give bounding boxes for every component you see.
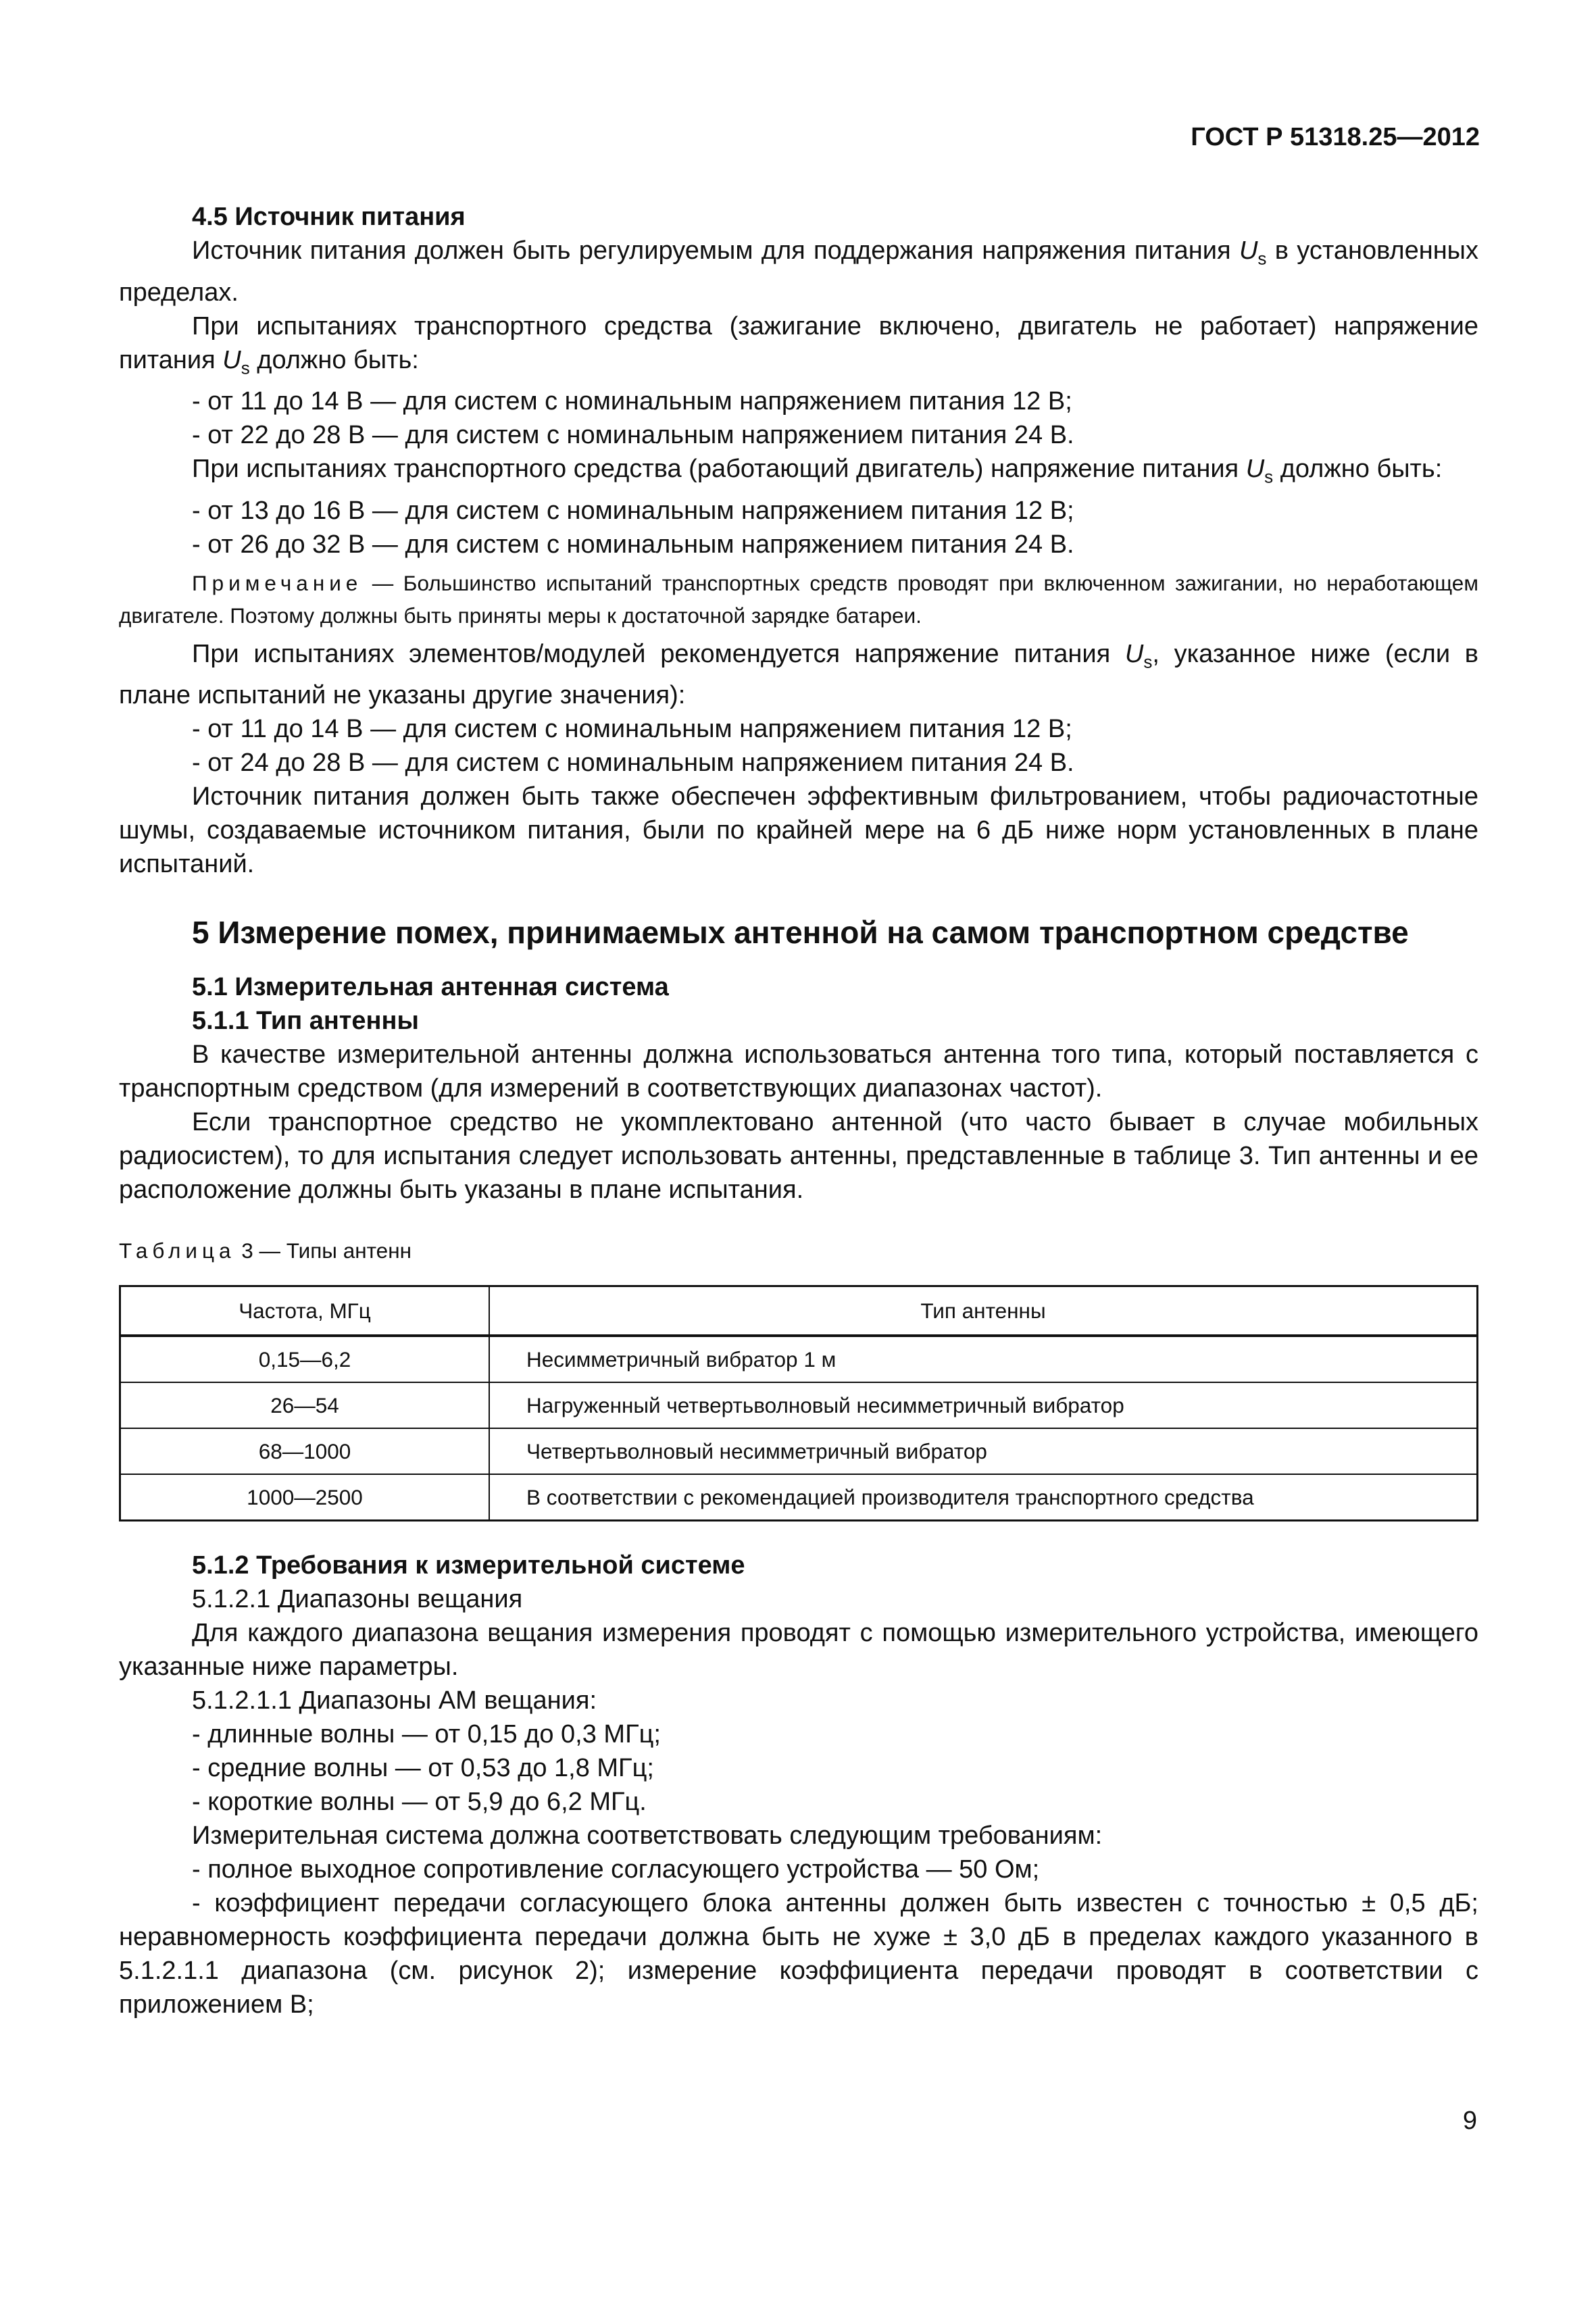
list-item: - короткие волны — от 5,9 до 6,2 МГц. (192, 1788, 647, 1817)
paragraph: При испытаниях транспортного средства (работающий двигатель) напряжение питания $U_s$ должно быть: (192, 455, 1443, 487)
subsection-5-1-2-1: 5.1.2.1 Диапазоны вещания (192, 1585, 523, 1614)
paragraph: - полное выходное сопротивление согласующего устройства — 50 Ом; (192, 1855, 1040, 1884)
paragraph: - коэффициент передачи согласующего блока антенны должен быть известен с точностью ± 0,5 дБ; неравномерность коэффициента передачи должна быть не хуже ± 3,0 дБ в пределах каждого указанного в 5.1.2.1.1 диапазона (см. рисунок 2); измерение коэффициента передачи проводят в соответствии с приложением В; (119, 1889, 1478, 2019)
section-5-1-1-heading: 5.1.1 Тип антенны (192, 1007, 419, 1036)
table-row (120, 1336, 1478, 1382)
note: Примечание — Большинство испытаний транспортных средств проводят при включенном зажигании, но неработающем двигателе. Поэтому должны быть приняты меры к достаточной зарядке батареи. (119, 570, 1478, 628)
paragraph: Если транспортное средство не укомплектовано антенной (что часто бывает в случае мобильных радиосистем), то для испытания следует использовать антенны, представленные в таблице 3. Тип антенны и ее расположение должны быть указаны в плане испытания. (119, 1108, 1478, 1205)
section-5-1-heading: 5.1 Измерительная антенная система (192, 973, 669, 1002)
list-item: - средние волны — от 0,53 до 1,8 МГц; (192, 1754, 654, 1783)
spacer (119, 1521, 1478, 1544)
list-item: - от 11 до 14 В — для систем с номинальным напряжением питания 12 В; (192, 715, 1072, 744)
antenna-types-table (119, 1285, 1478, 1521)
paragraph: В качестве измерительной антенны должна использоваться антенна того типа, который поставляется с транспортным средством (для измерений в соответствующих диапазонах частот). (119, 1040, 1478, 1103)
cell-antenna-type: Четвертьволновый несимметричный вибратор (489, 1428, 1478, 1474)
list-item: - от 11 до 14 В — для систем с номинальным напряжением питания 12 В; (192, 387, 1072, 416)
table-row (120, 1428, 1478, 1474)
table-row (120, 1474, 1478, 1521)
subsection-5-1-2-1-1: 5.1.2.1.1 Диапазоны АМ вещания: (192, 1686, 597, 1715)
list-item: - от 24 до 28 В — для систем с номинальным напряжением питания 24 В. (192, 749, 1074, 778)
section-4-5-heading: 4.5 Источник питания (192, 203, 466, 231)
column-header-antenna-type: Тип антенны (489, 1286, 1478, 1336)
cell-frequency: 26—54 (120, 1382, 490, 1428)
paragraph: При испытаниях элементов/модулей рекомендуется напряжение питания $U_s$, указанное ниже (если в плане испытаний не указаны другие значения): (119, 639, 1478, 710)
paragraph: Источник питания должен быть регулируемым для поддержания напряжения питания $U_s$ в установленных пределах. (119, 236, 1478, 307)
table-header-row (120, 1286, 1478, 1336)
document-header: ГОСТ Р 51318.25—2012 (1191, 123, 1480, 151)
paragraph: При испытаниях транспортного средства (зажигание включено, двигатель не работает) напряжение питания $U_s$ должно быть: (119, 311, 1478, 378)
paragraph: Измерительная система должна соответствовать следующим требованиям: (192, 1821, 1103, 1851)
cell-antenna-type: В соответствии с рекомендацией производителя транспортного средства (489, 1474, 1478, 1521)
cell-frequency: 68—1000 (120, 1428, 490, 1474)
list-item: - от 13 до 16 В — для систем с номинальным напряжением питания 12 В; (192, 496, 1074, 525)
section-5-heading: 5 Измерение помех, принимаемых антенной на самом транспортном средстве (192, 915, 1409, 951)
cell-antenna-type: Нагруженный четвертьволновый несимметричный вибратор (489, 1382, 1478, 1428)
column-header-frequency: Частота, МГц (120, 1286, 490, 1336)
list-item: - длинные волны — от 0,15 до 0,3 МГц; (192, 1720, 661, 1749)
page-content (119, 196, 1478, 2021)
table-caption: Таблица 3 — Типы антенн (119, 1238, 412, 1263)
table-row (120, 1382, 1478, 1428)
page-number: 9 (1462, 2107, 1477, 2135)
cell-antenna-type: Несимметричный вибратор 1 м (489, 1336, 1478, 1382)
cell-frequency: 0,15—6,2 (120, 1336, 490, 1382)
cell-frequency: 1000—2500 (120, 1474, 490, 1521)
paragraph: Для каждого диапазона вещания измерения проводят с помощью измерительного устройства, имеющего указанные ниже параметры. (119, 1619, 1478, 1682)
paragraph: Источник питания должен быть также обеспечен эффективным фильтрованием, чтобы радиочастотные шумы, создаваемые источником питания, были по крайней мере на 6 дБ ниже норм установленных в плане испытаний. (119, 782, 1478, 879)
list-item: - от 22 до 28 В — для систем с номинальным напряжением питания 24 В. (192, 421, 1074, 450)
note-label: Примечание (192, 570, 363, 595)
list-item: - от 26 до 32 В — для систем с номинальным напряжением питания 24 В. (192, 530, 1074, 559)
section-5-1-2-heading: 5.1.2 Требования к измерительной системе (192, 1551, 745, 1580)
